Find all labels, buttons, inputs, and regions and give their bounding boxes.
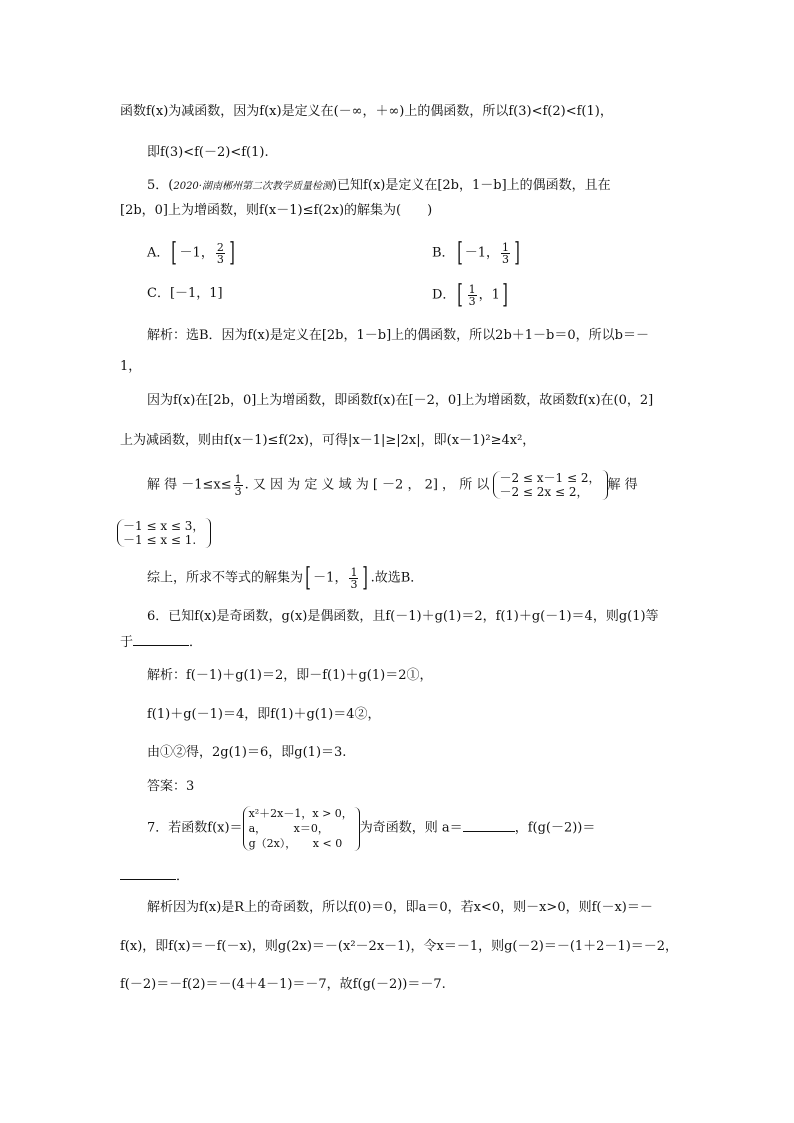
- question-6-prefix: 于: [120, 635, 134, 650]
- right-bracket-icon: ]: [514, 238, 520, 268]
- question-6-line-2: [120, 634, 202, 652]
- left-bracket-icon: [: [305, 563, 311, 593]
- option-d-label: D．: [432, 287, 456, 303]
- left-bracket-icon: [: [171, 238, 178, 268]
- solution-6-line-3: 由①②得，2g(1)＝6，即g(1)＝3.: [147, 745, 347, 760]
- option-c: C．[－1，1]: [147, 286, 223, 301]
- option-d: [432, 282, 510, 308]
- system-close-icon: [353, 807, 360, 851]
- inequality-system-1: －2 ≤ x－1 ≤ 2， －2 ≤ 2x ≤ 2，: [493, 471, 600, 499]
- option-b-fraction: $\frac{1}{3}$: [502, 240, 509, 266]
- text-line-1: 函数f(x)为减函数，因为f(x)是定义在(－∞，＋∞)上的偶函数，所以f(3)<f(2)<f(1)，: [120, 104, 613, 119]
- answer-blank-b: [120, 878, 176, 880]
- solution-5-line-5: [147, 470, 638, 500]
- system-close-icon: [204, 518, 211, 548]
- solution-5-conclusion-end: .故选B．: [370, 570, 424, 586]
- question-6-line-1: 6．已知f(x)是奇函数，g(x)是偶函数，且f(－1)＋g(1)＝2，f(1)＋g(－1)＝4，则g(1)等: [147, 609, 659, 624]
- right-bracket-icon: ]: [229, 238, 235, 268]
- option-a-value: －1，: [179, 245, 214, 261]
- solution-5-line-3: 因为f(x)在[2b，0]上为增函数，即函数f(x)在[－2，0]上为增函数，故函数f(x)在(0，2]: [147, 393, 654, 408]
- right-bracket-icon: ]: [362, 563, 369, 593]
- left-bracket-icon: [: [456, 238, 463, 268]
- answer-6: 答案：3: [147, 779, 195, 794]
- option-a: [147, 240, 237, 266]
- solution-5-line-1: 解析：选B．因为f(x)是定义在[2b，1－b]上的偶函数，所以2b＋1－b＝0，所以b＝－: [147, 328, 649, 343]
- solution-5-interval-start: －1，: [313, 570, 348, 586]
- piecewise-function: x²＋2x－1，x > 0， a， x＝0， g（2x）， x < 0: [243, 806, 353, 851]
- option-b-value: －1，: [464, 245, 499, 261]
- solution-6-line-1: 解析：f(－1)＋g(1)＝2，即－f(1)＋g(1)＝2①，: [147, 668, 433, 683]
- option-d-value: ，1: [478, 287, 500, 303]
- right-bracket-icon: ]: [502, 280, 508, 310]
- question-5-line-1: [147, 177, 611, 196]
- option-d-fraction: $\frac{1}{3}$: [468, 282, 476, 308]
- solution-7-line-2: f(x)，即f(x)＝－f(－x)，则g(2x)＝－(x²－2x－1)，令x＝－1，则g(－2)＝－(1＋2－1)＝－2，: [120, 939, 679, 954]
- system-close-icon: [601, 470, 608, 500]
- solution-6-line-2: f(1)＋g(－1)＝4，即f(1)＋g(1)＝4②，: [147, 707, 381, 722]
- option-a-fraction: $\frac{2}{3}$: [216, 240, 224, 266]
- question-5-source-tag: 2020·湖南郴州第二次教学质量检测: [173, 181, 332, 192]
- question-6-end: ．: [189, 635, 203, 650]
- solution-5-text-c: 解 得: [607, 477, 638, 493]
- question-7-prefix: 7．若函数f(x)＝: [147, 820, 243, 836]
- question-7-line-2: [120, 868, 189, 886]
- solution-7-line-1: 解析因为f(x)是R上的奇函数，所以f(0)＝0，即a＝0，若x<0，则－x>0，则f(－x)＝－: [147, 900, 653, 915]
- option-b: [432, 240, 522, 266]
- question-5-stem: )已知f(x)是定义在[2b，1－b]上的偶函数，且在: [331, 178, 611, 193]
- solution-5-line-2: 1，: [120, 359, 142, 374]
- solution-5-conclusion: 综上，所求不等式的解集为: [147, 570, 304, 586]
- text-line-2: 即f(3)<f(－2)<f(1).: [147, 145, 269, 160]
- question-5-prefix: 5．(: [147, 178, 174, 193]
- answer-blank-a: [463, 830, 515, 832]
- solution-5-line-6: [117, 518, 211, 548]
- solution-5-line-4: 上为减函数，则由f(x－1)≤f(2x)，可得|x－1|≥|2x|，即(x－1)²≥4x²，: [120, 433, 536, 448]
- question-5-line-2: [2b，0]上为增函数，则f(x－1)≤f(2x)的解集为( ): [120, 203, 433, 218]
- question-7-text: 为奇函数，则 a＝: [359, 820, 463, 836]
- option-b-label: B．: [432, 245, 455, 261]
- option-a-label: A．: [147, 245, 170, 261]
- solution-5-line-7: [147, 565, 423, 591]
- solution-5-text: 解 得 －1≤x≤: [147, 477, 232, 493]
- solution-5-text-b: . 又 因 为 定 义 域 为 [ －2 ， 2] ， 所 以: [244, 477, 490, 493]
- solution-5-fraction: $\frac{1}{3}$: [234, 472, 242, 498]
- question-7-line-1: [147, 806, 595, 851]
- inequality-system-2: －1 ≤ x ≤ 3， －1 ≤ x ≤ 1.: [117, 519, 204, 547]
- solution-5-interval-fraction: $\frac{1}{3}$: [350, 565, 358, 591]
- solution-7-line-3: f(－2)＝－f(2)＝－(4＋4－1)＝－7，故f(g(－2))＝－7.: [120, 977, 446, 992]
- question-7-text-b: ，f(g(－2))＝: [514, 820, 596, 836]
- answer-blank: [133, 644, 189, 646]
- question-7-end: ．: [176, 869, 190, 884]
- left-bracket-icon: [: [457, 280, 464, 310]
